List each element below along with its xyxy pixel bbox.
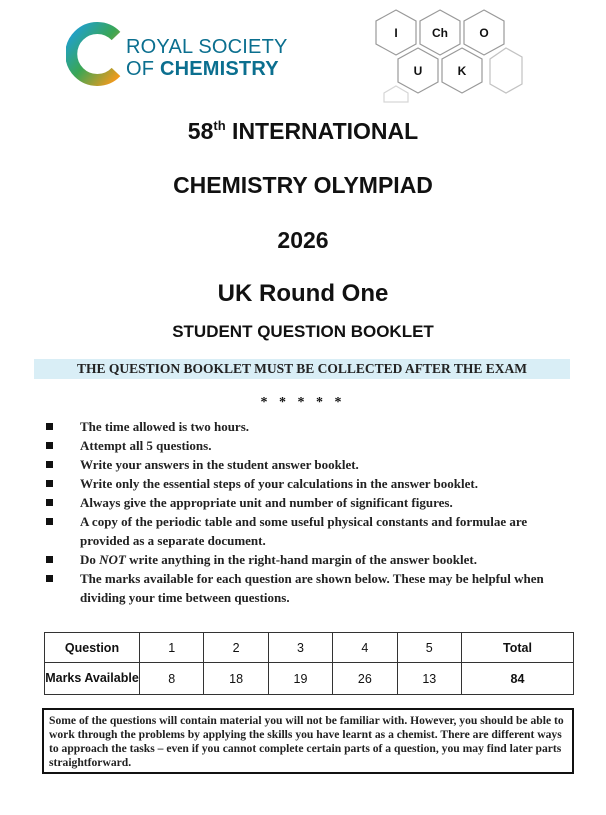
table-cell-total: 84 [462, 663, 574, 695]
instruction-text: Do [80, 552, 100, 567]
instruction-text: The marks available for each question are shown below. These may be helpful when dividing your time between questions. [80, 571, 544, 605]
instruction-text: The time allowed is two hours. [80, 419, 249, 434]
logo-text-line1: ROYAL SOCIETY [126, 36, 288, 58]
title-international [0, 118, 606, 145]
table-cell: 26 [333, 663, 397, 695]
table-header-marks: Marks Available [45, 663, 140, 695]
icho-uk-hex-logo [374, 6, 524, 104]
instructions-list [44, 417, 574, 607]
title-year: 2026 [277, 227, 329, 253]
title-booklet: STUDENT QUESTION BOOKLET [172, 322, 434, 341]
instruction-text: A copy of the periodic table and some useful physical constants and formulae are provided as a separate document. [80, 514, 528, 548]
instruction-emphasis: NOT [99, 552, 126, 567]
table-cell: 3 [268, 633, 332, 663]
title-round: UK Round One [217, 280, 389, 307]
instruction-text: Write only the essential steps of your calculations in the answer booklet. [80, 476, 478, 491]
bullet-square-icon [46, 518, 53, 525]
collect-booklet-banner: THE QUESTION BOOKLET MUST BE COLLECTED AFTER THE EXAM [34, 359, 570, 379]
instruction-text: Write your answers in the student answer booklet. [80, 457, 359, 472]
instruction-text: Always give the appropriate unit and number of significant figures. [80, 495, 453, 510]
table-cell: 5 [397, 633, 461, 663]
hex-shape [384, 86, 408, 102]
bullet-square-icon [46, 442, 53, 449]
instruction-item [44, 455, 574, 474]
logo-text-prefix: OF [126, 58, 160, 80]
instruction-item [44, 436, 574, 455]
instruction-item [44, 493, 574, 512]
note-box: Some of the questions will contain material you will not be familiar with. However, you should be able to work through the problems by applying the skills you have learnt as a chemist. There are different ways to approach the tasks – even if you cannot complete certain parts of a question, you may find later parts straightforward. [42, 708, 574, 774]
bullet-square-icon [46, 556, 53, 563]
table-cell: 1 [140, 633, 204, 663]
hex-label: U [413, 64, 423, 78]
logo-text-line2 [126, 58, 279, 81]
table-cell: 4 [333, 633, 397, 663]
hex-label: K [457, 64, 467, 78]
rsc-c-mark-icon [66, 22, 124, 86]
title-ordinal: th [213, 118, 226, 133]
table-cell: 13 [397, 663, 461, 695]
instruction-item [44, 474, 574, 493]
instruction-item [44, 550, 574, 569]
star-divider: * * * * * [260, 395, 346, 410]
table-cell: 8 [140, 663, 204, 695]
hex-label: I [394, 26, 398, 40]
table-cell: 18 [204, 663, 268, 695]
bullet-square-icon [46, 423, 53, 430]
hex-label: Ch [432, 26, 448, 40]
bullet-square-icon [46, 499, 53, 506]
marks-table [44, 632, 574, 695]
bullet-square-icon [46, 461, 53, 468]
table-header-question: Question [45, 633, 140, 663]
instruction-item [44, 569, 574, 607]
instruction-item [44, 512, 574, 550]
hex-shape [490, 48, 522, 93]
instruction-item [44, 417, 574, 436]
title-number: 58 [187, 118, 214, 144]
bullet-square-icon [46, 575, 53, 582]
table-header-total: Total [462, 633, 574, 663]
instruction-text: write anything in the right-hand margin of the answer booklet. [125, 552, 477, 567]
table-row [45, 663, 574, 695]
title-olympiad: CHEMISTRY OLYMPIAD [173, 172, 433, 198]
table-cell: 19 [268, 663, 332, 695]
logo-text-bold: CHEMISTRY [159, 58, 279, 80]
bullet-square-icon [46, 480, 53, 487]
table-cell: 2 [204, 633, 268, 663]
title-international-text: INTERNATIONAL [225, 118, 419, 144]
hex-label: O [479, 26, 489, 40]
instruction-text: Attempt all 5 questions. [80, 438, 212, 453]
rsc-logo [66, 22, 306, 86]
table-row [45, 633, 574, 663]
